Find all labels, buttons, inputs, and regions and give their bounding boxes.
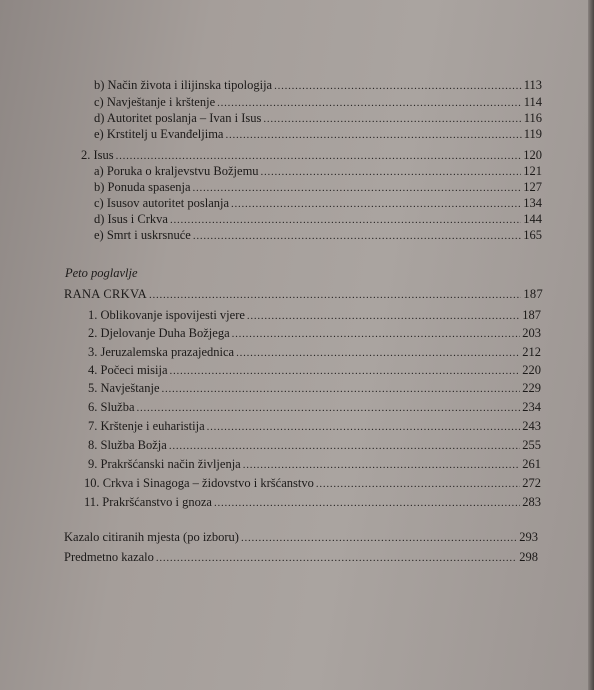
toc-entry <box>88 457 541 472</box>
entry-title: Kazalo citiranih mjesta (po izboru) <box>64 530 239 544</box>
dot-leader <box>170 213 521 227</box>
entry-title: b) Ponuda spasenja <box>94 180 191 194</box>
entry-title: 4. Počeci misija <box>88 363 168 377</box>
dot-leader <box>170 364 521 378</box>
entry-title: 8. Služba Božja <box>88 438 167 452</box>
dot-leader <box>231 197 521 211</box>
dot-leader <box>169 439 520 453</box>
dot-leader <box>207 420 521 434</box>
entry-title: 9. Prakršćanski način življenja <box>88 457 241 471</box>
page-number: 203 <box>522 326 541 340</box>
toc-entry <box>94 127 542 142</box>
dot-leader <box>261 165 522 179</box>
dot-leader <box>149 288 521 302</box>
entry-title: a) Poruka o kraljevstvu Božjemu <box>94 164 259 178</box>
dot-leader <box>247 309 520 323</box>
toc-entry <box>88 363 541 378</box>
page-number: 121 <box>523 164 542 178</box>
dot-leader <box>116 149 522 163</box>
page-number: 119 <box>523 127 542 141</box>
toc-entry <box>94 111 542 126</box>
page-number: 144 <box>523 212 542 226</box>
dot-leader <box>156 551 517 565</box>
chapter-heading: Peto poglavlje <box>65 266 138 280</box>
index-entry <box>64 550 538 565</box>
page-number: 293 <box>519 530 538 544</box>
toc-entry <box>94 228 542 243</box>
dot-leader <box>241 531 517 545</box>
dot-leader <box>263 112 521 126</box>
dot-leader <box>316 477 520 491</box>
page-number: 283 <box>522 495 541 509</box>
entry-title: 7. Krštenje i euharistija <box>88 419 205 433</box>
entry-title: b) Način života i ilijinska tipologija <box>94 78 273 92</box>
chapter-title: RANA CRKVA <box>64 287 147 301</box>
toc-entry <box>88 326 541 341</box>
page-number: 243 <box>522 419 541 433</box>
dot-leader <box>214 496 520 510</box>
toc-entry <box>94 78 542 93</box>
page-number: 229 <box>522 381 541 395</box>
page-number: 120 <box>523 148 542 162</box>
dot-leader <box>137 401 521 415</box>
index-entry <box>64 530 538 545</box>
page-number: 114 <box>523 95 542 109</box>
entry-title: 3. Jeruzalemska prazajednica <box>88 345 235 359</box>
page-number: 220 <box>522 363 541 377</box>
dot-leader <box>162 382 521 396</box>
entry-title: 5. Navještanje <box>88 381 160 395</box>
toc-entry <box>94 180 542 195</box>
page-number: 165 <box>523 228 542 242</box>
page-number: 127 <box>523 180 542 194</box>
dot-leader <box>243 458 521 472</box>
page-number: 234 <box>522 400 541 414</box>
dot-leader <box>217 96 522 110</box>
entry-title: e) Krstitelj u Evanđeljima <box>94 127 224 141</box>
entry-title: 6. Služba <box>88 400 135 414</box>
toc-entry <box>94 164 542 179</box>
page-number: 261 <box>522 457 541 471</box>
toc-entry <box>84 476 541 491</box>
page-number: 134 <box>523 196 542 210</box>
toc-entry <box>81 148 542 163</box>
chapter-title-entry <box>64 287 543 302</box>
page-number: 272 <box>522 476 541 490</box>
dot-leader <box>193 181 522 195</box>
entry-title: 2. Djelovanje Duha Božjega <box>88 326 230 340</box>
entry-title: c) Navještanje i krštenje <box>94 95 216 109</box>
entry-title: d) Autoritet poslanja – Ivan i Isus <box>94 111 262 125</box>
page-number: 298 <box>519 550 538 564</box>
entry-title: 2. Isus <box>81 148 114 162</box>
entry-title: 1. Oblikovanje ispovijesti vjere <box>88 308 245 322</box>
toc-entry <box>88 419 541 434</box>
dot-leader <box>225 128 521 142</box>
page-number: 113 <box>523 78 542 92</box>
toc-entry <box>88 400 541 415</box>
entry-title: c) Isusov autoritet poslanja <box>94 196 230 210</box>
toc-entry <box>94 95 542 110</box>
toc-entry <box>94 196 542 211</box>
page-number: 255 <box>522 438 541 452</box>
entry-title: e) Smrt i uskrsnuće <box>94 228 191 242</box>
toc-entry <box>94 212 542 227</box>
toc-entry <box>88 438 541 453</box>
dot-leader <box>274 79 522 93</box>
entry-title: 10. Crkva i Sinagoga – židovstvo i kršćanstvo <box>84 476 314 490</box>
dot-leader <box>193 229 521 243</box>
dot-leader <box>232 327 521 341</box>
entry-title: 11. Prakršćanstvo i gnoza <box>84 495 212 509</box>
entry-title: Predmetno kazalo <box>64 550 154 564</box>
page-number: 212 <box>522 345 541 359</box>
toc-entry <box>88 381 541 396</box>
toc-entry <box>84 495 541 510</box>
entry-title: d) Isus i Crkva <box>94 212 168 226</box>
page-number: 187 <box>523 287 543 301</box>
toc-entry <box>88 345 541 360</box>
page-number: 116 <box>523 111 542 125</box>
toc-entry <box>88 308 541 323</box>
dot-leader <box>236 346 520 360</box>
page-number: 187 <box>522 308 541 322</box>
